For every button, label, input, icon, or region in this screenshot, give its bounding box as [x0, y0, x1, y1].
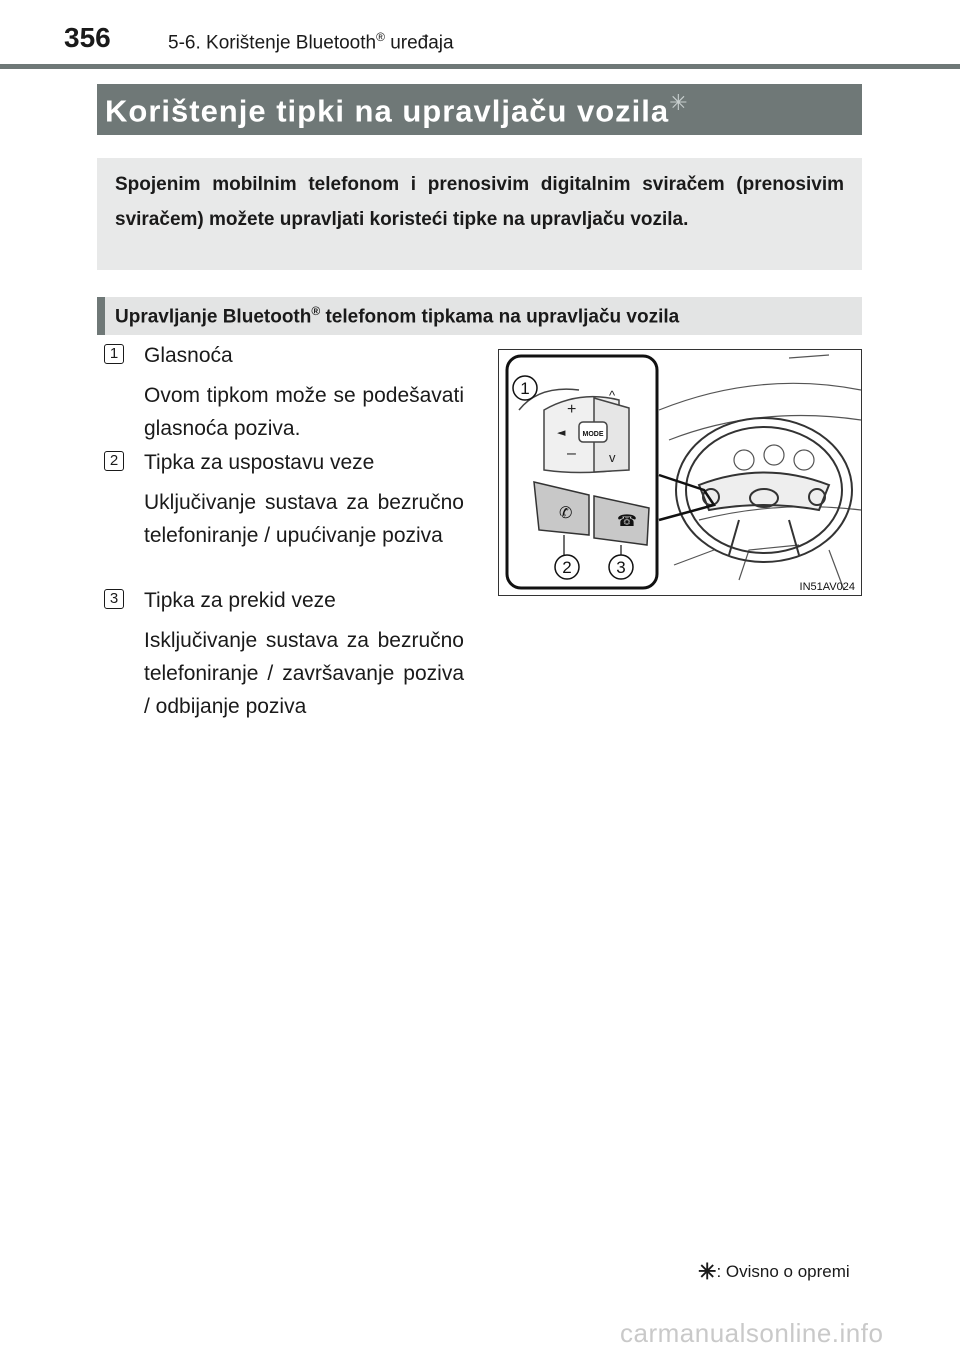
chapter-suffix: uređaja — [384, 32, 454, 54]
item-title: Tipka za prekid veze — [144, 589, 336, 612]
callout-1: 1 — [520, 379, 530, 398]
figure-code: IN51AV024 — [799, 581, 855, 593]
list-item-volume — [104, 341, 474, 445]
item-title: Glasnoća — [144, 344, 233, 367]
steering-wheel-illustration — [498, 349, 862, 596]
item-description: Isključivanje sustava za bezručno telefoniranje / završavanje poziva / odbijanje poziva — [144, 629, 464, 718]
asterisk-icon: ✳ — [669, 90, 689, 115]
item-number-badge: 1 — [104, 344, 124, 364]
item-description: Uključivanje sustava za bezručno telefoniranje / upućivanje poziva — [144, 491, 464, 547]
callout-2: 2 — [562, 558, 572, 577]
call-icon: ✆ — [559, 503, 573, 522]
intro-text: Spojenim mobilnim telefonom i prenosivim digitalnim sviračem (prenosivim sviračem) možete upravljati koristeći tipke na upravljaču vozila. — [115, 174, 844, 230]
list-item-hangup-button — [104, 586, 474, 723]
callout-3: 3 — [616, 558, 626, 577]
section-heading — [97, 297, 862, 335]
chapter-prefix: 5-6. Korištenje Bluetooth — [168, 32, 377, 54]
registered-mark: ® — [376, 30, 385, 44]
mode-label: MODE — [582, 431, 604, 438]
item-title: Tipka za uspostavu veze — [144, 451, 375, 474]
section-registered-mark: ® — [311, 304, 321, 318]
watermark: carmanualsonline.info — [620, 1318, 884, 1348]
footnote — [698, 1259, 850, 1285]
page-number: 356 — [64, 22, 111, 53]
asterisk-icon: ✳ — [698, 1259, 717, 1284]
item-description: Ovom tipkom može se podešavati glasnoća poziva. — [144, 384, 464, 440]
item-number-badge: 2 — [104, 451, 124, 471]
header-rule — [0, 64, 960, 69]
plus-icon: + — [567, 401, 577, 418]
chevron-up-icon: ^ — [609, 388, 616, 403]
intro-box — [97, 158, 862, 270]
section-prefix: Upravljanje Bluetooth — [115, 306, 312, 328]
item-number-badge: 3 — [104, 589, 124, 609]
page-title-text: Korištenje tipki na upravljaču vozila — [105, 93, 670, 129]
chapter-heading — [168, 30, 454, 54]
section-suffix: telefonom tipkama na upravljaču vozila — [320, 306, 680, 328]
chevron-down-icon: v — [609, 450, 616, 465]
footnote-text: : Ovisno o opremi — [716, 1262, 850, 1281]
hangup-icon: ☎ — [617, 511, 637, 530]
minus-icon: – — [567, 445, 576, 462]
page-title — [97, 84, 862, 135]
list-item-call-button — [104, 448, 474, 552]
speaker-icon: ◄ — [557, 426, 566, 439]
steering-wheel-svg — [499, 350, 861, 595]
